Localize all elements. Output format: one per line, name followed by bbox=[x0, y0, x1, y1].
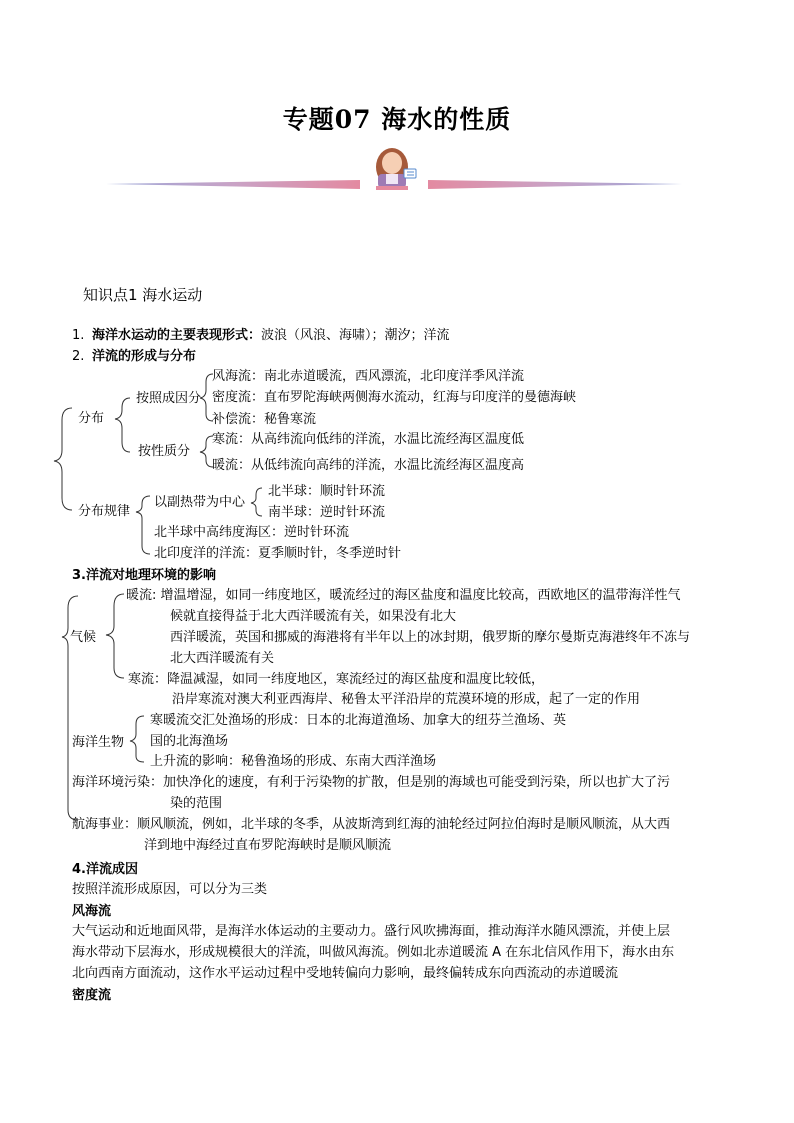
node-fenghai: 风海流：南北赤道暖流，西风漂流，北印度洋季风洋流 bbox=[212, 369, 525, 384]
item1-number: 1. bbox=[72, 328, 85, 343]
node-han-line1: 寒流：降温减湿，如同一纬度地区，寒流经过的海区盐度和温度比较低， bbox=[128, 672, 545, 687]
node-haiyang: 海洋生物 bbox=[72, 735, 125, 750]
item2-number: 2. bbox=[72, 349, 85, 364]
node-zhonggao: 北半球中高纬度海区：逆时针环流 bbox=[154, 525, 350, 540]
node-hanghai-line2: 洋到地中海经过直布罗陀海峡时是顺风顺流 bbox=[144, 838, 392, 853]
node-buchang: 补偿流：秘鲁寒流 bbox=[212, 412, 317, 427]
header-bar-left bbox=[106, 180, 360, 189]
node-beiyin: 北印度洋的洋流：夏季顺时针，冬季逆时针 bbox=[154, 546, 402, 561]
node-yu-line1: 寒暖流交汇处渔场的形成：日本的北海道渔场、加拿大的纽芬兰渔场、英 bbox=[150, 713, 567, 728]
item4-para-line1: 大气运动和近地面风带，是海洋水体运动的主要动力。盛行风吹拂海面，推动海洋水随风漂流，并使上层 bbox=[72, 924, 671, 939]
node-guilv: 分布规律 bbox=[78, 504, 131, 519]
item2-label: 洋流的形成与分布 bbox=[92, 349, 197, 364]
page-title: 专题07 海水的性质 bbox=[282, 105, 512, 134]
node-qihou: 气候 bbox=[70, 630, 97, 645]
node-beiban: 北半球：顺时针环流 bbox=[268, 484, 386, 499]
node-yu-line2: 国的北海渔场 bbox=[150, 734, 229, 749]
node-wuran-line2: 染的范围 bbox=[170, 796, 223, 811]
item4-para-line3: 北向西南方面流动，这作水平运动过程中受地转偏向力影响，最终偏转成东向西流动的赤道暖流 bbox=[72, 966, 619, 981]
girl-teacher-icon bbox=[376, 148, 416, 190]
item1-label: 海洋水运动的主要表现形式： bbox=[92, 328, 262, 343]
node-midu: 密度流：直布罗陀海峡两侧海水流动，红海与印度洋的曼德海峡 bbox=[212, 390, 577, 405]
item3-label: 3.洋流对地理环境的影响 bbox=[72, 568, 216, 583]
node-fureshi: 以副热带为中心 bbox=[154, 495, 246, 510]
node-nuan-line1: 暖流: 增温增湿，如同一纬度地区，暖流经过的海区盐度和温度比较高，西欧地区的温带海洋性气 bbox=[126, 588, 681, 603]
item4-sub1: 风海流 bbox=[72, 904, 112, 919]
node-fenbu: 分布 bbox=[78, 411, 105, 426]
item4-intro: 按照洋流形成原因，可以分为三类 bbox=[72, 882, 268, 897]
item1-line bbox=[92, 326, 450, 346]
node-han-line2: 沿岸寒流对澳大利亚西海岸、秘鲁太平洋沿岸的荒漠环境的形成，起了一定的作用 bbox=[172, 692, 641, 707]
node-nuanliu: 暖流：从低纬流向高纬的洋流，水温比流经海区温度高 bbox=[212, 458, 525, 473]
item4-para-line2: 海水带动下层海水，形成规模很大的洋流，叫做风海流。例如北赤道暖流 A 在东北信风作用下，海水由东 bbox=[72, 945, 675, 960]
item4-label: 4.洋流成因 bbox=[72, 862, 138, 877]
item1-text: 波浪（风浪、海啸）；潮汐；洋流 bbox=[261, 328, 450, 343]
section-heading: 知识点1 海水运动 bbox=[83, 286, 203, 304]
node-nanban: 南半球：逆时针环流 bbox=[268, 505, 386, 520]
node-nuan-line4: 北大西洋暖流有关 bbox=[170, 651, 275, 666]
node-wuran-line1: 海洋环境污染：加快净化的速度，有利于污染物的扩散，但是别的海域也可能受到污染，所以也扩大了污 bbox=[72, 775, 671, 790]
item4-sub2: 密度流 bbox=[72, 988, 112, 1003]
node-hanliu: 寒流：从高纬流向低纬的洋流，水温比流经海区温度低 bbox=[212, 432, 525, 447]
node-yu-line3: 上升流的影响：秘鲁渔场的形成、东南大西洋渔场 bbox=[150, 754, 437, 769]
node-anxing: 按性质分 bbox=[138, 444, 191, 459]
node-nuan-line2: 候就直接得益于北大西洋暖流有关，如果没有北大 bbox=[170, 609, 457, 624]
header-bar-right bbox=[428, 180, 682, 189]
node-hanghai-line1: 航海事业：顺风顺流，例如，北半球的冬季，从波斯湾到红海的油轮经过阿拉伯海时是顺风顺流，从大西 bbox=[72, 817, 671, 832]
node-nuan-line3: 西洋暖流，英国和挪威的海港将有半年以上的冰封期，俄罗斯的摩尔曼斯克海港终年不冻与 bbox=[170, 630, 691, 645]
node-anzhao: 按照成因分 bbox=[136, 391, 202, 406]
